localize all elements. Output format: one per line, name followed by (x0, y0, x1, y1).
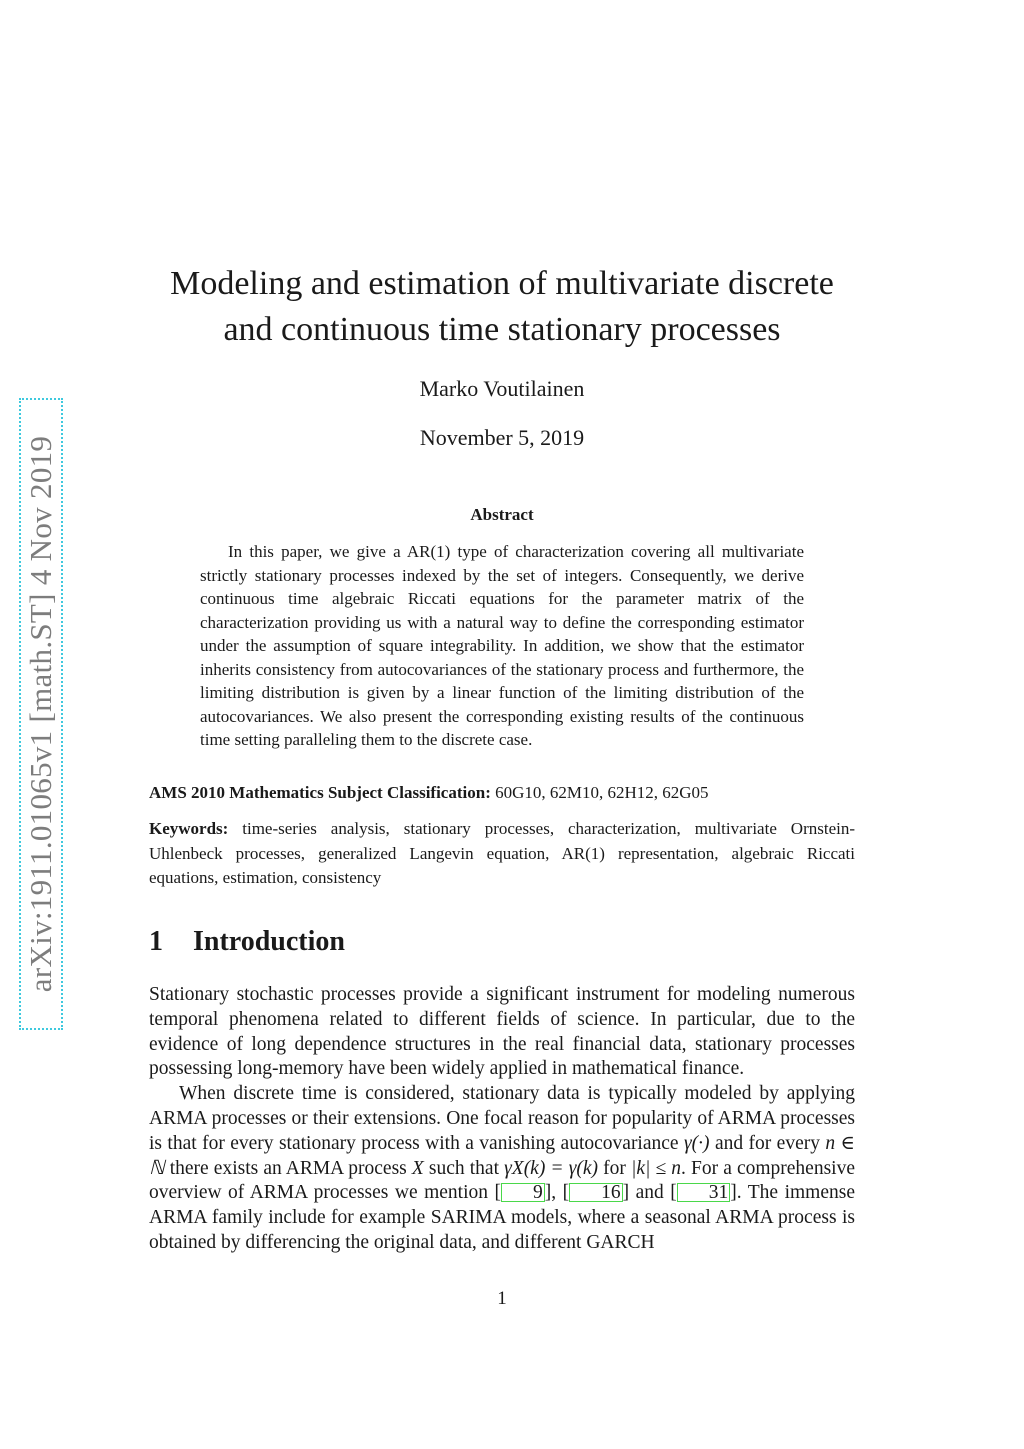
math-expression: n ∈ ℕ (149, 1132, 855, 1179)
ams-classification-value: 60G10, 62M10, 62H12, 62G05 (495, 783, 709, 802)
publication-date: November 5, 2019 (419, 425, 585, 450)
citation-link[interactable]: 16 (569, 1183, 623, 1202)
abstract-body: In this paper, we give a AR(1) type of characterization covering all multivariate strictly stationary processes indexed by the set of integers. Consequently, we derive continuous time algebraic Riccati equations for the parameter matrix of the characterization providing us with a natural way to define the corresponding estimator under the assumption of square integrability. In addition, we show that the estimator inherits consistency from autocovariances of the stationary process and furthermore, the limiting distribution is given by a linear function of the limiting distribution of the autocovariances. We also present the corresponding existing results of the continuous time setting paralleling them to the discrete case. (200, 542, 804, 749)
abstract-heading: Abstract (470, 505, 534, 524)
paragraph-text: ]. The immense ARMA family include for example SARIMA models, where a seasonal ARMA process is obtained by differencing the original data, and different GARCH (149, 1182, 855, 1253)
author-name: Marko Voutilainen (419, 376, 585, 401)
math-expression: X (411, 1157, 424, 1179)
paragraph-text: such that (423, 1157, 505, 1179)
arxiv-stamp (19, 398, 63, 1030)
paragraph-text: for (598, 1157, 631, 1179)
introduction-body (149, 983, 855, 1256)
paper-title (120, 261, 884, 353)
math-expression: |k| ≤ n (630, 1157, 682, 1179)
page-number: 1 (497, 1288, 507, 1309)
math-expression: γ(·) (683, 1132, 710, 1154)
keywords-label: Keywords: (149, 819, 229, 838)
section-title: Introduction (193, 926, 345, 957)
arxiv-identifier: arXiv:1911.01065v1 [math.ST] 4 Nov 2019 (23, 435, 58, 993)
ams-classification-label: AMS 2010 Mathematics Subject Classification: (149, 783, 491, 802)
paragraph-text: and for every (709, 1132, 826, 1154)
keywords-value: time-series analysis, stationary processes, characterization, multivariate Ornstein-Uhlenbeck processes, generalized Langevin equation, AR(1) representation, algebraic Riccati equations, estimation, consistency (149, 819, 855, 887)
math-expression: γX(k) = γ(k) (504, 1157, 599, 1179)
section-number: 1 (149, 926, 163, 957)
keywords (149, 817, 855, 891)
paper-title-line-1: Modeling and estimation of multivariate discrete (170, 265, 834, 302)
section-heading (149, 926, 345, 958)
citation-link[interactable]: 31 (677, 1183, 731, 1202)
paragraph-text: ] and [ (622, 1182, 677, 1204)
citation-link[interactable]: 9 (501, 1183, 545, 1202)
paragraph-text: . For a comprehensive overview of ARMA processes we mention [ (149, 1157, 855, 1204)
paragraph-text: ], [ (544, 1182, 570, 1204)
intro-paragraph-2 (149, 1082, 855, 1256)
paper-title-line-2: and continuous time stationary processes (223, 311, 781, 348)
ams-classification (149, 781, 855, 805)
paragraph-text: there exists an ARMA process (164, 1157, 412, 1179)
paragraph-text: When discrete time is considered, stationary data is typically modeled by applying ARMA processes or their extensions. One focal reason for popularity of ARMA processes is that for every stationary process with a vanishing autocovariance (149, 1083, 855, 1154)
intro-paragraph-1: Stationary stochastic processes provide a significant instrument for modeling numerous temporal phenomena related to different fields of science. In particular, due to the evidence of long dependence structures in the real financial data, stationary processes possessing long-memory have been widely applied in mathematical finance. (149, 984, 855, 1080)
